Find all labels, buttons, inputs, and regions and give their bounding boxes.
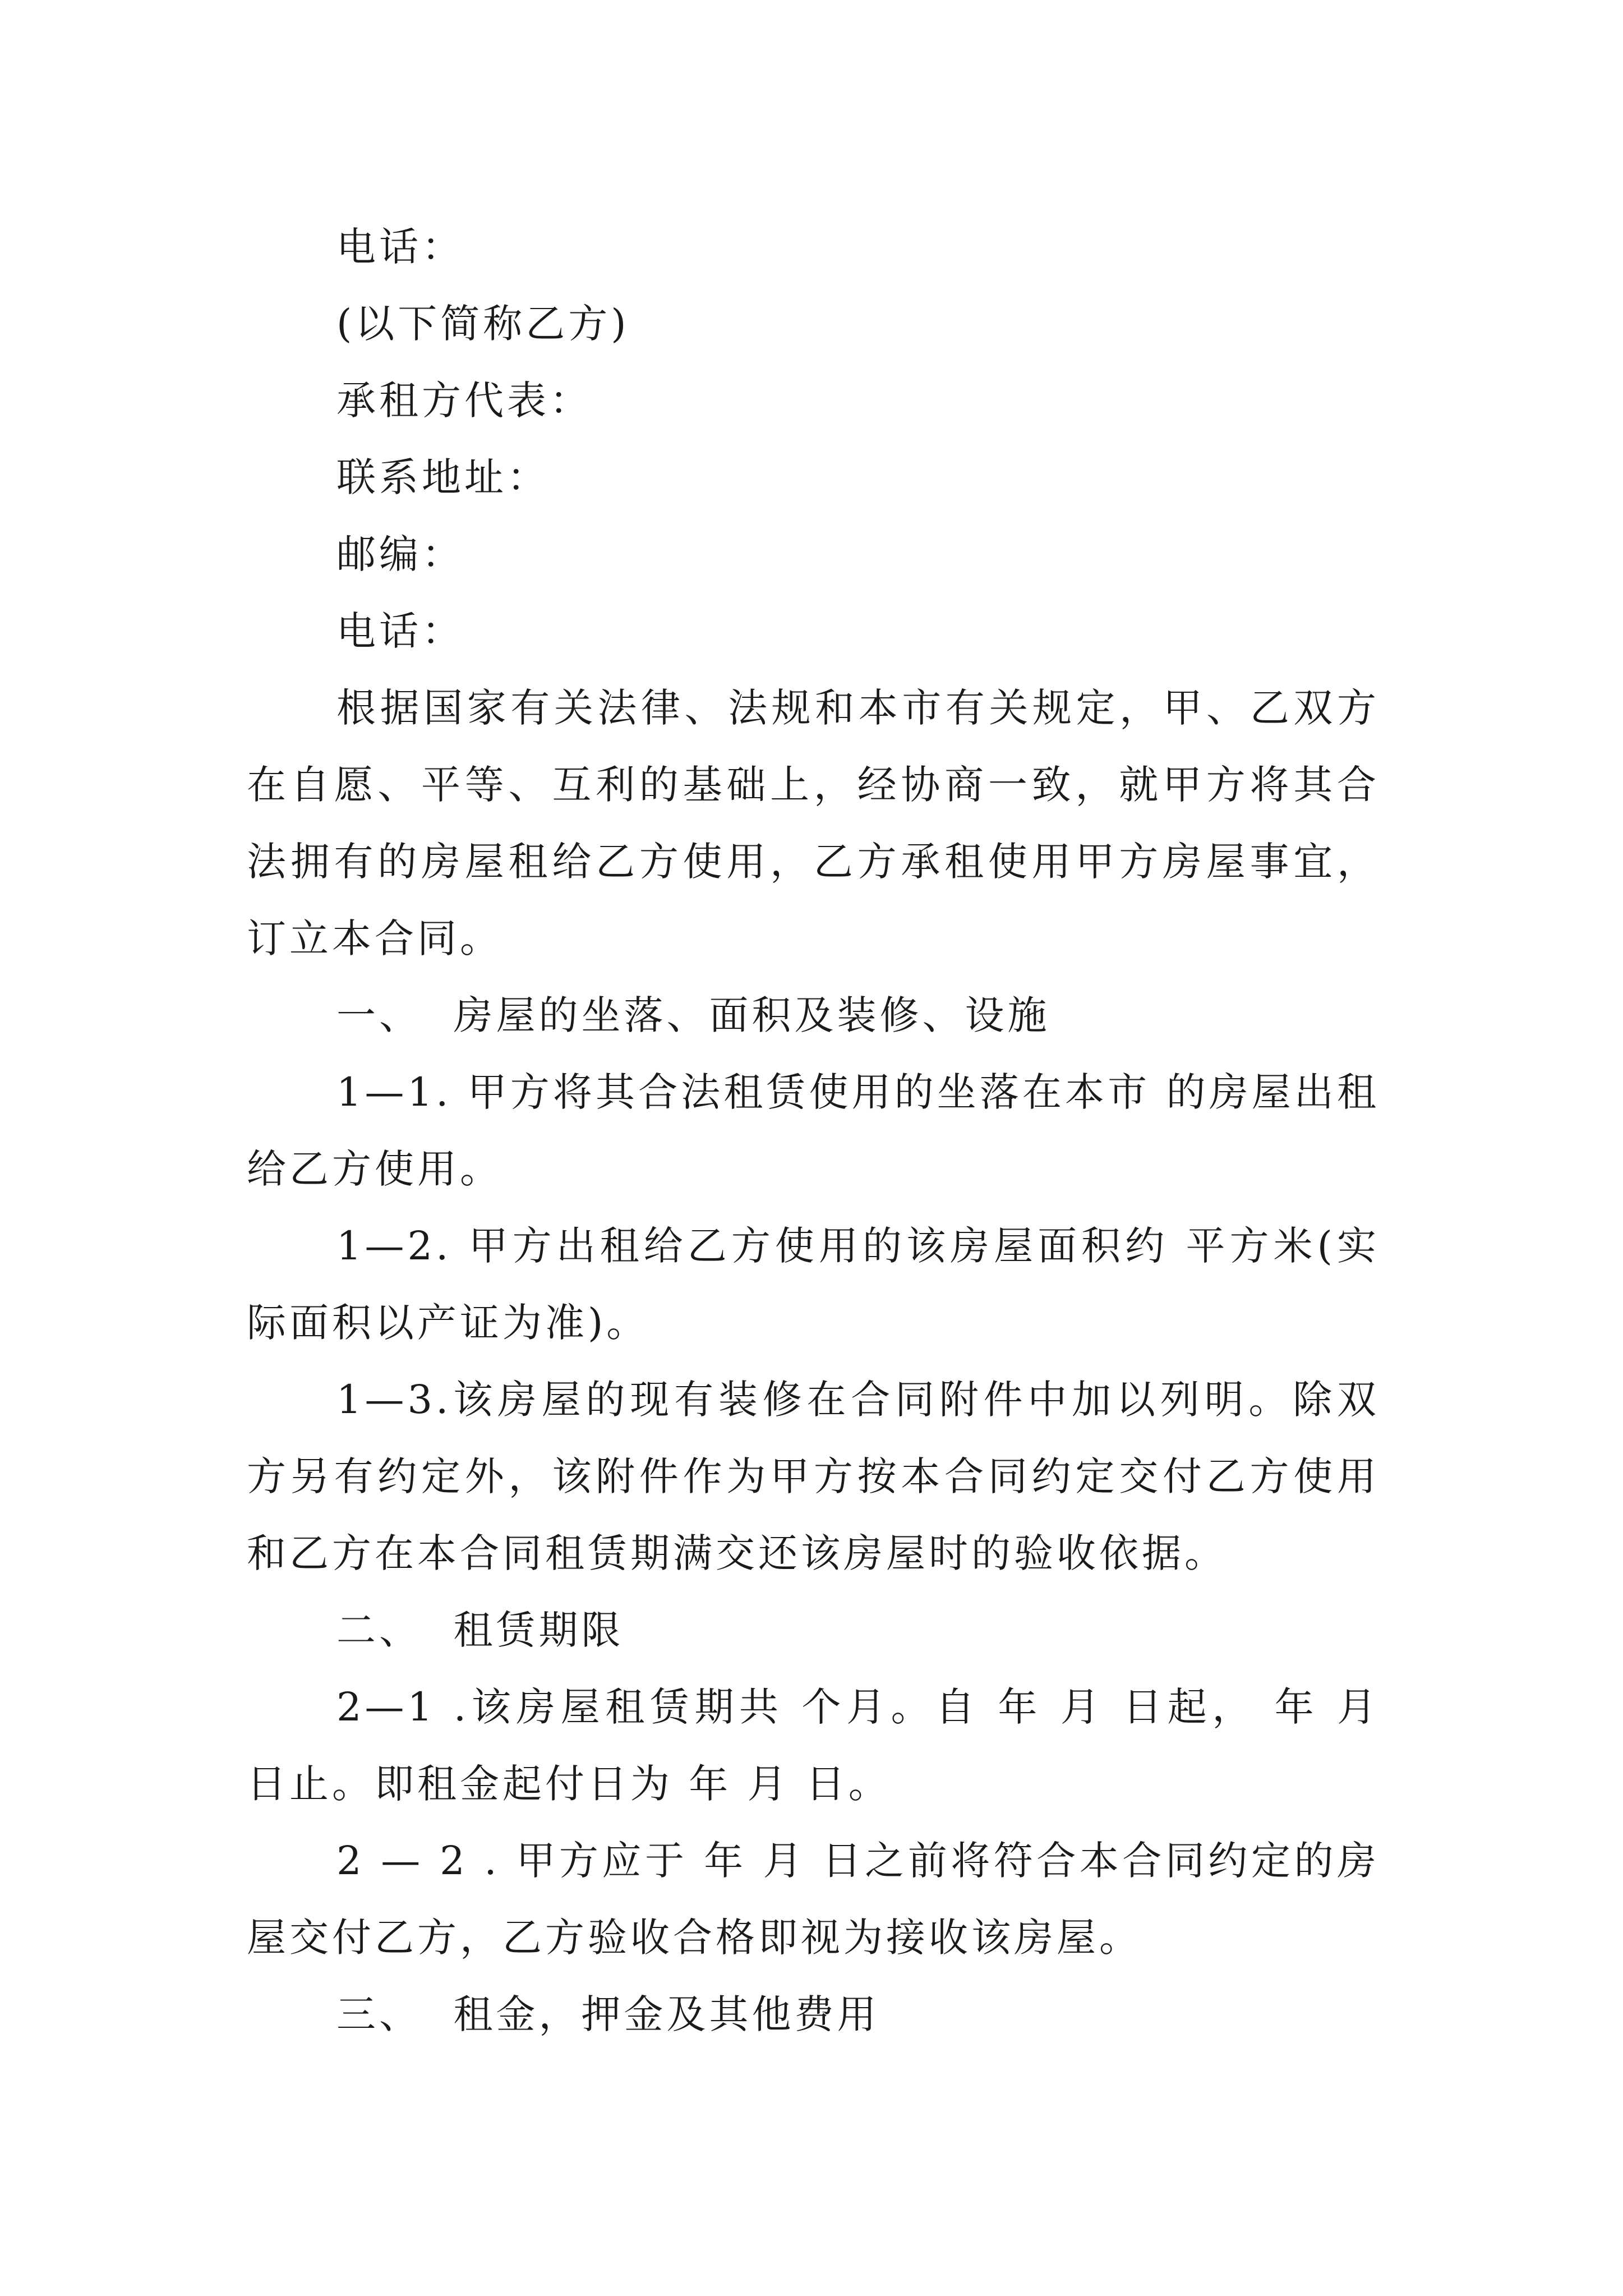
section-1-heading: 一、 房屋的坐落、面积及装修、设施 xyxy=(336,992,1050,1038)
contact-address-label: 联系地址： xyxy=(336,454,550,500)
section-3-heading: 三、 租金，押金及其他费用 xyxy=(336,1991,880,2037)
postcode-label: 邮编： xyxy=(336,531,464,577)
preamble-paragraph: 根据国家有关法律、法规和本市有关规定，甲、乙双方在自愿、平等、互利的基础上，经协商一致，就甲方将其合法拥有的房屋租给乙方使用，乙方承租使用甲方房屋事宜，订立本合同。 xyxy=(247,685,1380,961)
clause-2-2: 2 — 2 . 甲方应于 年 月 日之前将符合本合同约定的房屋交付乙方，乙方验收合格即视为接收该房屋。 xyxy=(247,1838,1380,1961)
lessee-representative-label: 承租方代表： xyxy=(336,378,592,424)
clause-1-2: 1—2. 甲方出租给乙方使用的该房屋面积约 平方米(实际面积以产证为准)。 xyxy=(247,1223,1380,1346)
party-b-phone-label-2: 电话： xyxy=(336,608,464,654)
clause-1-3: 1—3.该房屋的现有装修在合同附件中加以列明。除双方另有约定外，该附件作为甲方按本合同约定交付乙方使用和乙方在本合同租赁期满交还该房屋时的验收依据。 xyxy=(247,1377,1380,1576)
document-body xyxy=(247,209,1380,2053)
clause-2-1: 2—1 .该房屋租赁期共 个月。自 年 月 日起， 年 月 日止。即租金起付日为 年 月 日。 xyxy=(247,1684,1380,1807)
section-2-heading: 二、 租赁期限 xyxy=(336,1607,624,1653)
party-b-abbreviation: (以下简称乙方) xyxy=(336,301,630,347)
clause-1-1: 1—1. 甲方将其合法租赁使用的坐落在本市 的房屋出租给乙方使用。 xyxy=(247,1069,1380,1192)
party-b-phone-label: 电话： xyxy=(336,224,464,270)
